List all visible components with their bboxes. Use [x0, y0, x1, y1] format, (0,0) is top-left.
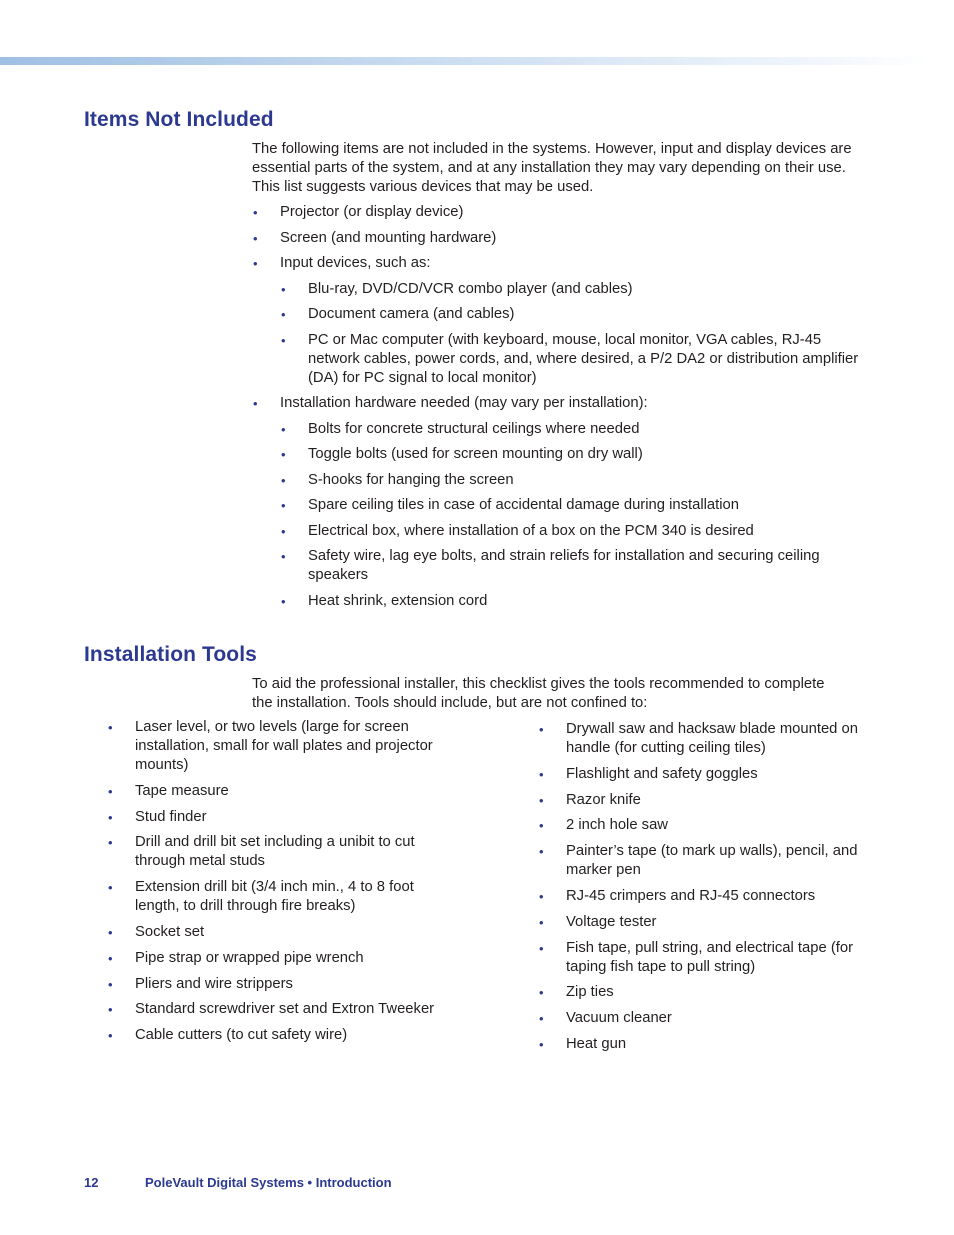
items-not-included-list: [280, 203, 870, 617]
list-item: • Pliers and wire strippers: [135, 975, 455, 994]
list-item: • Screen (and mounting hardware): [280, 229, 870, 248]
list-item: • Pipe strap or wrapped pipe wrench: [135, 949, 455, 968]
list-item: • Drywall saw and hacksaw blade mounted on handle (for cutting ceiling tiles): [566, 720, 886, 758]
list-item: • Drill and drill bit set including a unibit to cut through metal studs: [135, 833, 455, 871]
sub-list-item: • Electrical box, where installation of a box on the PCM 340 is desired: [308, 522, 870, 541]
list-item: • Voltage tester: [566, 913, 886, 932]
sub-list-item: • Document camera (and cables): [308, 305, 870, 324]
list-item: • Heat gun: [566, 1035, 886, 1054]
tools-list-left: [135, 718, 455, 1052]
sub-list-item: • PC or Mac computer (with keyboard, mouse, local monitor, VGA cables, RJ-45 network cables, power cords, and, where desired, a P/2 DA2 or distribution amplifier (DA) for PC signal to local monitor): [308, 331, 870, 388]
list-item: • Laser level, or two levels (large for screen installation, small for wall plates and projector mounts): [135, 718, 455, 775]
list-item-label: Installation hardware needed (may vary per installation):: [280, 395, 648, 411]
list-item: • Socket set: [135, 923, 455, 942]
list-item: • RJ-45 crimpers and RJ-45 connectors: [566, 887, 886, 906]
header-band: [0, 57, 930, 65]
installation-tools-intro: To aid the professional installer, this checklist gives the tools recommended to complete the installation. Tools should include, but are not confined to:: [252, 676, 825, 711]
list-item: [280, 394, 870, 611]
sub-list-item: • Blu-ray, DVD/CD/VCR combo player (and cables): [308, 280, 870, 299]
list-item: • Vacuum cleaner: [566, 1009, 886, 1028]
tools-list-right: [566, 720, 886, 1061]
list-item: • Standard screwdriver set and Extron Tweeker: [135, 1000, 455, 1019]
list-item-label: Input devices, such as:: [280, 255, 431, 271]
list-item: • Extension drill bit (3/4 inch min., 4 to 8 foot length, to drill through fire breaks): [135, 878, 455, 916]
list-item: • Painter’s tape (to mark up walls), pencil, and marker pen: [566, 842, 886, 880]
sub-list-item: • Heat shrink, extension cord: [308, 592, 870, 611]
sub-list-item: • Spare ceiling tiles in case of accidental damage during installation: [308, 496, 870, 515]
list-item: [280, 254, 870, 388]
items-not-included-intro: The following items are not included in the systems. However, input and display devices are essential parts of the system, and at any installation they may vary depending on their use. This list suggests various devices that may be used.: [252, 141, 852, 195]
sub-list-item: • Toggle bolts (used for screen mounting on dry wall): [308, 445, 870, 464]
sub-list-item: • Bolts for concrete structural ceilings where needed: [308, 420, 870, 439]
list-item: • Razor knife: [566, 791, 886, 810]
section-title-items-not-included: Items Not Included: [84, 108, 274, 131]
installation-hardware-sublist: [308, 420, 870, 611]
sub-list-item: • Safety wire, lag eye bolts, and strain reliefs for installation and securing ceiling speakers: [308, 547, 870, 585]
section-title-installation-tools: Installation Tools: [84, 643, 257, 666]
list-item: • Cable cutters (to cut safety wire): [135, 1026, 455, 1045]
list-item: • 2 inch hole saw: [566, 816, 886, 835]
list-item: • Projector (or display device): [280, 203, 870, 222]
footer-title: PoleVault Digital Systems • Introduction: [145, 1175, 392, 1190]
list-item: • Fish tape, pull string, and electrical tape (for taping fish tape to pull string): [566, 939, 886, 977]
list-item: • Stud finder: [135, 808, 455, 827]
page-number: 12: [84, 1175, 99, 1190]
list-item: • Tape measure: [135, 782, 455, 801]
input-devices-sublist: [308, 280, 870, 388]
list-item: • Zip ties: [566, 983, 886, 1002]
list-item: • Flashlight and safety goggles: [566, 765, 886, 784]
sub-list-item: • S-hooks for hanging the screen: [308, 471, 870, 490]
